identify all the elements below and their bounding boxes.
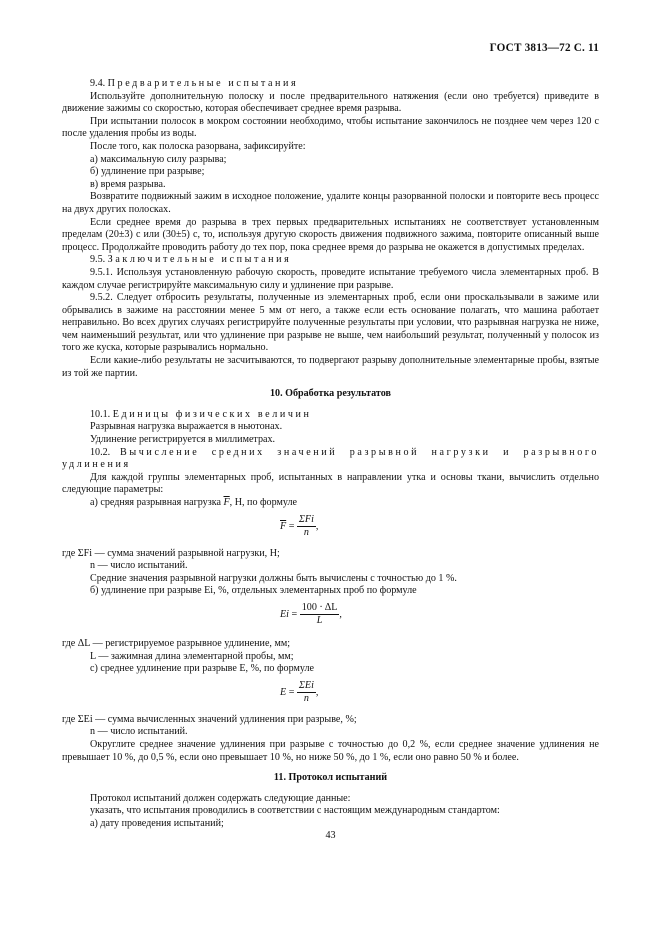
- list-item: а) максимальную силу разрыва;: [90, 153, 227, 165]
- formula-explanation: где ΔL — регистрируемое разрывное удлинение, мм;: [62, 637, 291, 649]
- paragraph: Используйте дополнительную полоску и после предварительного натяжения (если оно требуется) приведите в движение зажимы со скоростью, которая обеспечивает среднее время разрыва.: [62, 90, 599, 115]
- formula-lhs: E: [280, 686, 287, 698]
- paragraph: Возвратите подвижный зажим в исходное положение, удалите концы разорванной полоски и повторите весь процесс на двух других полосках.: [62, 191, 599, 215]
- formula-fraction: $\frac{\text{ΣEi}}{n}$: [298, 679, 314, 704]
- section-10-title: 10. Обработка результатов: [269, 388, 391, 400]
- formula-explanation: где ΣEi — сумма вычисленных значений удлинения при разрыве, %;: [62, 713, 357, 725]
- paragraph: 9.5.1. Используя установленную рабочую скорость, проведите испытание требуемого числа элементарных проб. В каждом случае регистрируйте максимальную силу и удлинение при разрыве.: [62, 266, 599, 291]
- formula-explanation: L — зажимная длина элементарной пробы, мм;: [90, 650, 294, 662]
- paragraph: Округлите среднее значение удлинения при разрыве с точностью до 0,2 %, если среднее значение удлинения не превышает 10 %, до 0,5 %, если оно превышает 10 %, но ниже 50 %, до 1 %, если оно равно 50 % и более.: [62, 738, 599, 763]
- paragraph: Протокол испытаний должен содержать следующие данные:: [90, 792, 351, 804]
- paragraph: Разрывная нагрузка выражается в ньютонах.: [90, 421, 283, 433]
- paragraph: При испытании полосок в мокром состоянии необходимо, чтобы испытание закончилось не позднее чем через 120 с после удаления пробы из воды.: [62, 115, 599, 140]
- paragraph: Удлинение регистрируется в миллиметрах.: [90, 434, 276, 446]
- paragraph: 9.5.2. Следует отбросить результаты, полученные из элементарных проб, если они проскальзывали в зажиме или обрывались в зажиме на расстоянии менее 5 мм от него, а также если есть основание полагать, что машина работает неправильно. Во всех других случаях регистрируйте полученные результаты при условии, что разрывная нагрузка не ниже, чем наименьший результат, или что удлинение при разрыве не выше, чем наибольший результат, полученный у полосок из того же куска, которые разрывались нормально.: [62, 292, 599, 354]
- list-item: а) дату проведения испытаний;: [90, 817, 224, 829]
- formula-fraction: $\frac{\text{ΣFi}}{n}$: [298, 513, 314, 538]
- paragraph: Для каждой группы элементарных проб, испытанных в направлении утка и основы ткани, вычислить отдельно следующие параметры:: [62, 471, 599, 496]
- list-item: б) удлинение при разрыве Ei, %, отдельных элементарных проб по формуле: [90, 585, 417, 597]
- paragraph: указать, что испытания проводились в соответствии с настоящим международным стандартом:: [90, 805, 500, 817]
- section-9-4-heading: 9.4. Предварительные испытания: [90, 78, 299, 89]
- paragraph: Если какие-либо результаты не засчитываются, то подвергают разрыву дополнительные элементарные пробы, взятые из той же партии.: [62, 355, 599, 379]
- section-9-5-heading: 9.5. Заключительные испытания: [90, 254, 292, 266]
- section-11-title: 11. Протокол испытаний: [273, 772, 388, 784]
- paragraph: После того, как полоска разорвана, зафиксируйте:: [90, 140, 306, 152]
- formula-mean-elongation: E = $\frac{\text{ΣEi}}{n}$ ,: [280, 679, 319, 704]
- formula-explanation: n — число испытаний.: [90, 726, 188, 738]
- list-item: с) среднее удлинение при разрыве E, %, по формуле: [90, 663, 314, 675]
- formula-lhs: Ei: [280, 608, 289, 620]
- formula-explanation: где ΣFi — сумма значений разрывной нагрузки, Н;: [62, 547, 280, 559]
- paragraph: Если среднее время до разрыва в трех первых предварительных испытаниях не соответствует установленным пределам (20±3) с или (30±5) с, то, используя другую скорость движения подвижного зажима, повторите описанный выше процесс. Продолжайте проводить работу до тех пор, пока среднее время до разрыва не окажется в допустимых пределах.: [62, 216, 599, 253]
- list-item: б) удлинение при разрыве;: [90, 166, 205, 178]
- page-header: ГОСТ 3813—72 С. 11: [489, 42, 599, 54]
- page-number: 43: [325, 830, 336, 841]
- formula-mean-load: $\overline{F}$ = $\frac{\text{ΣFi}}{n}$ ,: [280, 513, 319, 538]
- section-10-1-heading: 10.1. Единицы физических величин: [90, 408, 312, 420]
- paragraph: Средние значения разрывной нагрузки должны быть вычислены с точностью до 1 %.: [90, 572, 457, 584]
- formula-lhs: $\overline{F}$: [280, 520, 287, 532]
- page-content: [62, 78, 599, 831]
- formula-elongation: Ei = $\frac{100 \cdot \Delta L}{L}$ ,: [280, 601, 342, 626]
- list-item: а) средняя разрывная нагрузка $\overline{F}$, Н, по формуле: [90, 497, 298, 508]
- formula-fraction: $\frac{100 \cdot \Delta L}{L}$: [301, 601, 338, 626]
- list-item: в) время разрыва.: [90, 178, 166, 190]
- section-10-2-heading: 10.2. Вычисление средних значений разрывной нагрузки и разрывного удлинения: [62, 446, 600, 471]
- formula-explanation: n — число испытаний.: [90, 560, 188, 572]
